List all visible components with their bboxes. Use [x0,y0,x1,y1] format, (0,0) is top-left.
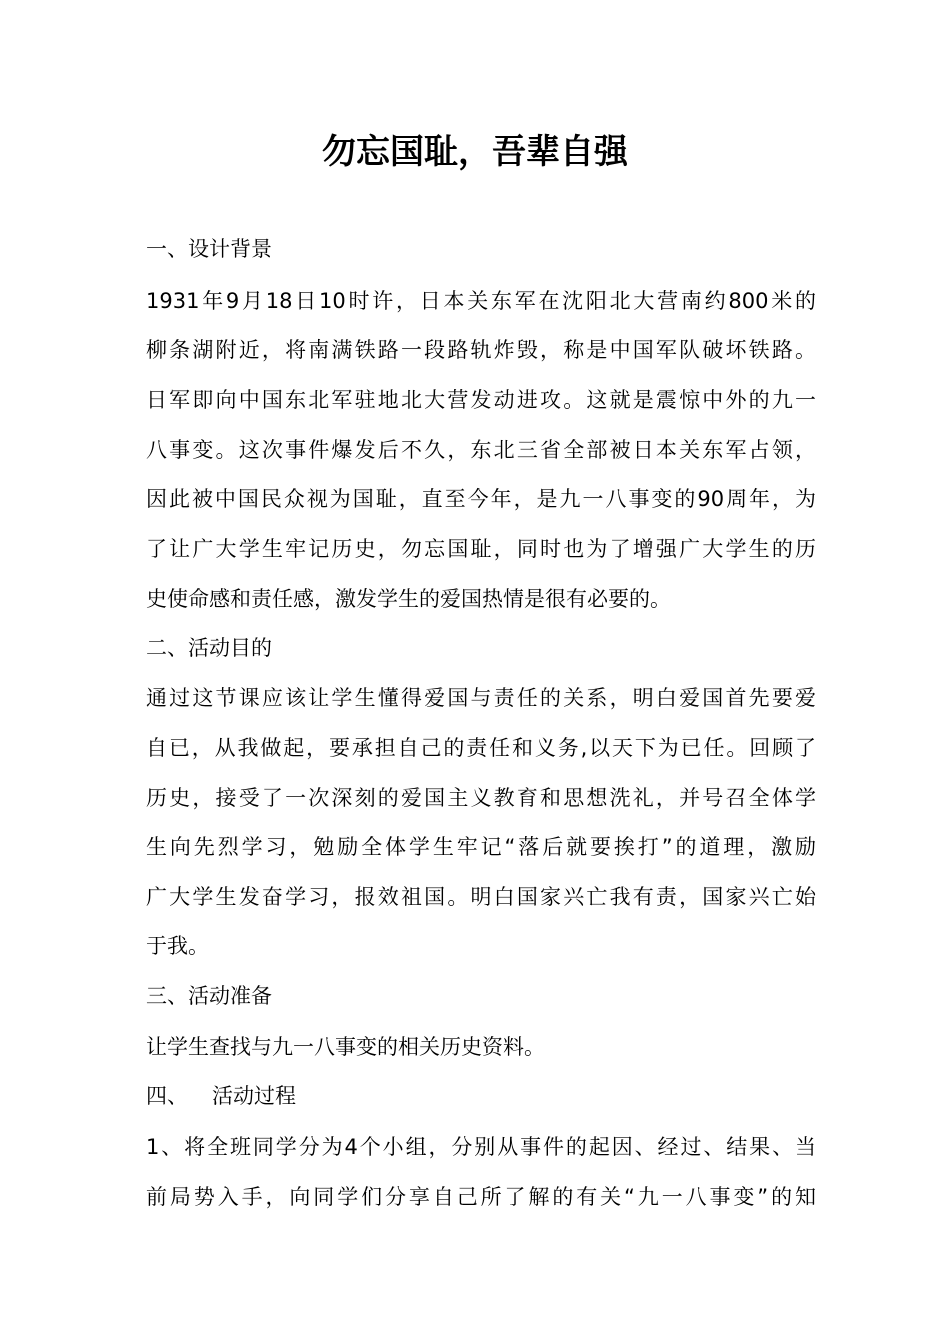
paragraph-line: 广大学生发奋学习，报效祖国。明白国家兴亡我有责，国家兴亡始 [146,885,816,909]
section-heading-text: 活动过程 [212,1084,296,1108]
paragraph-line: 生向先烈学习，勉励全体学生牢记“落后就要挨打”的道理，激励 [146,835,816,859]
paragraph-line: 让学生查找与九一八事变的相关历史资料。 [146,1035,545,1059]
paragraph-line: 1931年9月18日10时许，日本关东军在沈阳北大营南约800米的 [146,289,816,313]
paragraph-line: 前局势入手，向同学们分享自己所了解的有关“九一八事变”的知 [146,1185,816,1209]
section-number: 四、 [146,1084,188,1108]
section-heading-preparation: 三、活动准备 [146,984,272,1008]
paragraph-line: 日军即向中国东北军驻地北大营发动进攻。这就是震惊中外的九一 [146,388,816,412]
section-heading-purpose: 二、活动目的 [146,636,272,660]
document-title: 勿忘国耻，吾辈自强 [322,132,628,172]
paragraph-line: 了让广大学生牢记历史，勿忘国耻，同时也为了增强广大学生的历 [146,537,816,561]
paragraph-line: 八事变。这次事件爆发后不久，东北三省全部被日本关东军占领， [146,438,816,462]
paragraph-line: 柳条湖附近，将南满铁路一段路轨炸毁，称是中国军队破坏铁路。 [146,338,816,362]
paragraph-line: 自已，从我做起，要承担自己的责任和义务,以天下为已任。回顾了 [146,736,816,760]
section-heading-process [146,1082,816,1110]
paragraph-line: 史使命感和责任感，激发学生的爱国热情是很有必要的。 [146,587,671,611]
paragraph-line: 历史，接受了一次深刻的爱国主义教育和思想洗礼，并号召全体学 [146,786,816,810]
section-heading-background: 一、设计背景 [146,237,272,261]
paragraph-line: 因此被中国民众视为国耻，直至今年，是九一八事变的90周年，为 [146,487,816,511]
paragraph-line: 于我。 [146,934,209,958]
paragraph-line: 通过这节课应该让学生懂得爱国与责任的关系，明白爱国首先要爱 [146,686,816,710]
paragraph-line: 1、将全班同学分为4个小组，分别从事件的起因、经过、结果、当 [146,1135,816,1159]
